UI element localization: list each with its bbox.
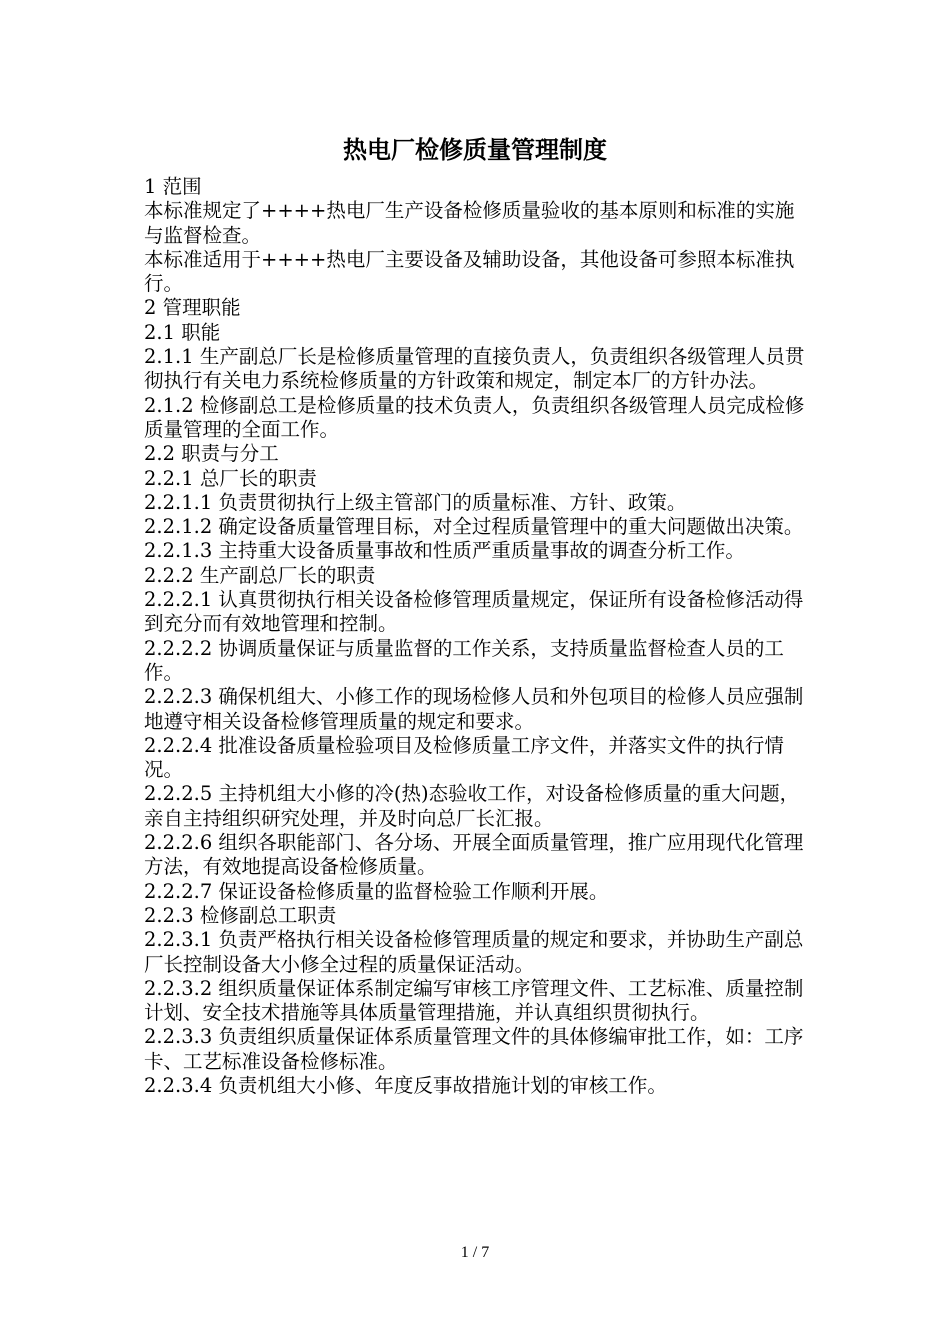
- paragraph: 2.2.2.5 主持机组大小修的冷(热)态验收工作，对设备检修质量的重大问题，亲自主持组织研究处理，并及时向总厂长汇报。: [144, 782, 800, 830]
- document-body: [144, 175, 810, 1098]
- paragraph: 2.2 职责与分工: [144, 442, 279, 466]
- paragraph: 2.1.1 生产副总厂长是检修质量管理的直接负责人，负责组织各级管理人员贯彻执行有关电力系统检修质量的方针政策和规定，制定本厂的方针办法。: [144, 345, 805, 393]
- paragraph: 2.2.3.2 组织质量保证体系制定编写审核工序管理文件、工艺标准、质量控制计划、安全技术措施等具体质量管理措施，并认真组织贯彻执行。: [144, 976, 804, 1025]
- paragraph: 2.2.2.4 批准设备质量检验项目及检修质量工序文件，并落实文件的执行情况。: [144, 733, 784, 782]
- document-title: 热电厂检修质量管理制度: [343, 135, 607, 164]
- paragraph: 2.2.3.3 负责组织质量保证体系质量管理文件的具体修编审批工作，如：工序卡、工艺标准设备检修标准。: [144, 1025, 804, 1073]
- paragraph: 2.2.3.1 负责严格执行相关设备检修管理质量的规定和要求，并协助生产副总厂长控制设备大小修全过程的质量保证活动。: [144, 928, 804, 976]
- paragraph: 本标准适用于++++热电厂主要设备及辅助设备，其他设备可参照本标准执行。: [144, 247, 795, 296]
- paragraph: 2.1.2 检修副总工是检修质量的技术负责人，负责组织各级管理人员完成检修质量管理的全面工作。: [144, 393, 805, 441]
- page-number: 1 / 7: [460, 1244, 490, 1261]
- paragraph: 2.2.2.3 确保机组大、小修工作的现场检修人员和外包项目的检修人员应强制地遵守相关设备检修管理质量的规定和要求。: [144, 685, 804, 733]
- paragraph: 本标准规定了++++热电厂生产设备检修质量验收的基本原则和标准的实施与监督检查。: [144, 199, 795, 247]
- paragraph: 2.2.3.4 负责机组大小修、年度反事故措施计划的审核工作。: [144, 1073, 667, 1097]
- paragraph: 1 范围: [144, 175, 202, 198]
- paragraph: 2.2.2.6 组织各职能部门、各分场、开展全面质量管理，推广应用现代化管理方法，有效地提高设备检修质量。: [144, 831, 804, 879]
- paragraph: 2.2.2.2 协调质量保证与质量监督的工作关系，支持质量监督检查人员的工作。: [144, 636, 784, 684]
- paragraph: 2.2.3 检修副总工职责: [144, 903, 337, 927]
- paragraph: 2 管理职能: [144, 296, 241, 320]
- paragraph: 2.2.1.1 负责贯彻执行上级主管部门的质量标准、方针、政策。: [144, 490, 687, 514]
- paragraph: 2.2.2.1 认真贯彻执行相关设备检修管理质量规定，保证所有设备检修活动得到充分而有效地管理和控制。: [144, 588, 804, 636]
- paragraph: 2.2.1 总厂长的职责: [144, 466, 317, 490]
- paragraph: 2.2.1.3 主持重大设备质量事故和性质严重质量事故的调查分析工作。: [144, 539, 745, 563]
- paragraph: 2.2.2.7 保证设备检修质量的监督检验工作顺利开展。: [144, 879, 609, 903]
- paragraph: 2.2.2 生产副总厂长的职责: [144, 563, 376, 587]
- paragraph: 2.2.1.2 确定设备质量管理目标，对全过程质量管理中的重大问题做出决策。: [144, 515, 804, 539]
- paragraph: 2.1 职能: [144, 320, 221, 344]
